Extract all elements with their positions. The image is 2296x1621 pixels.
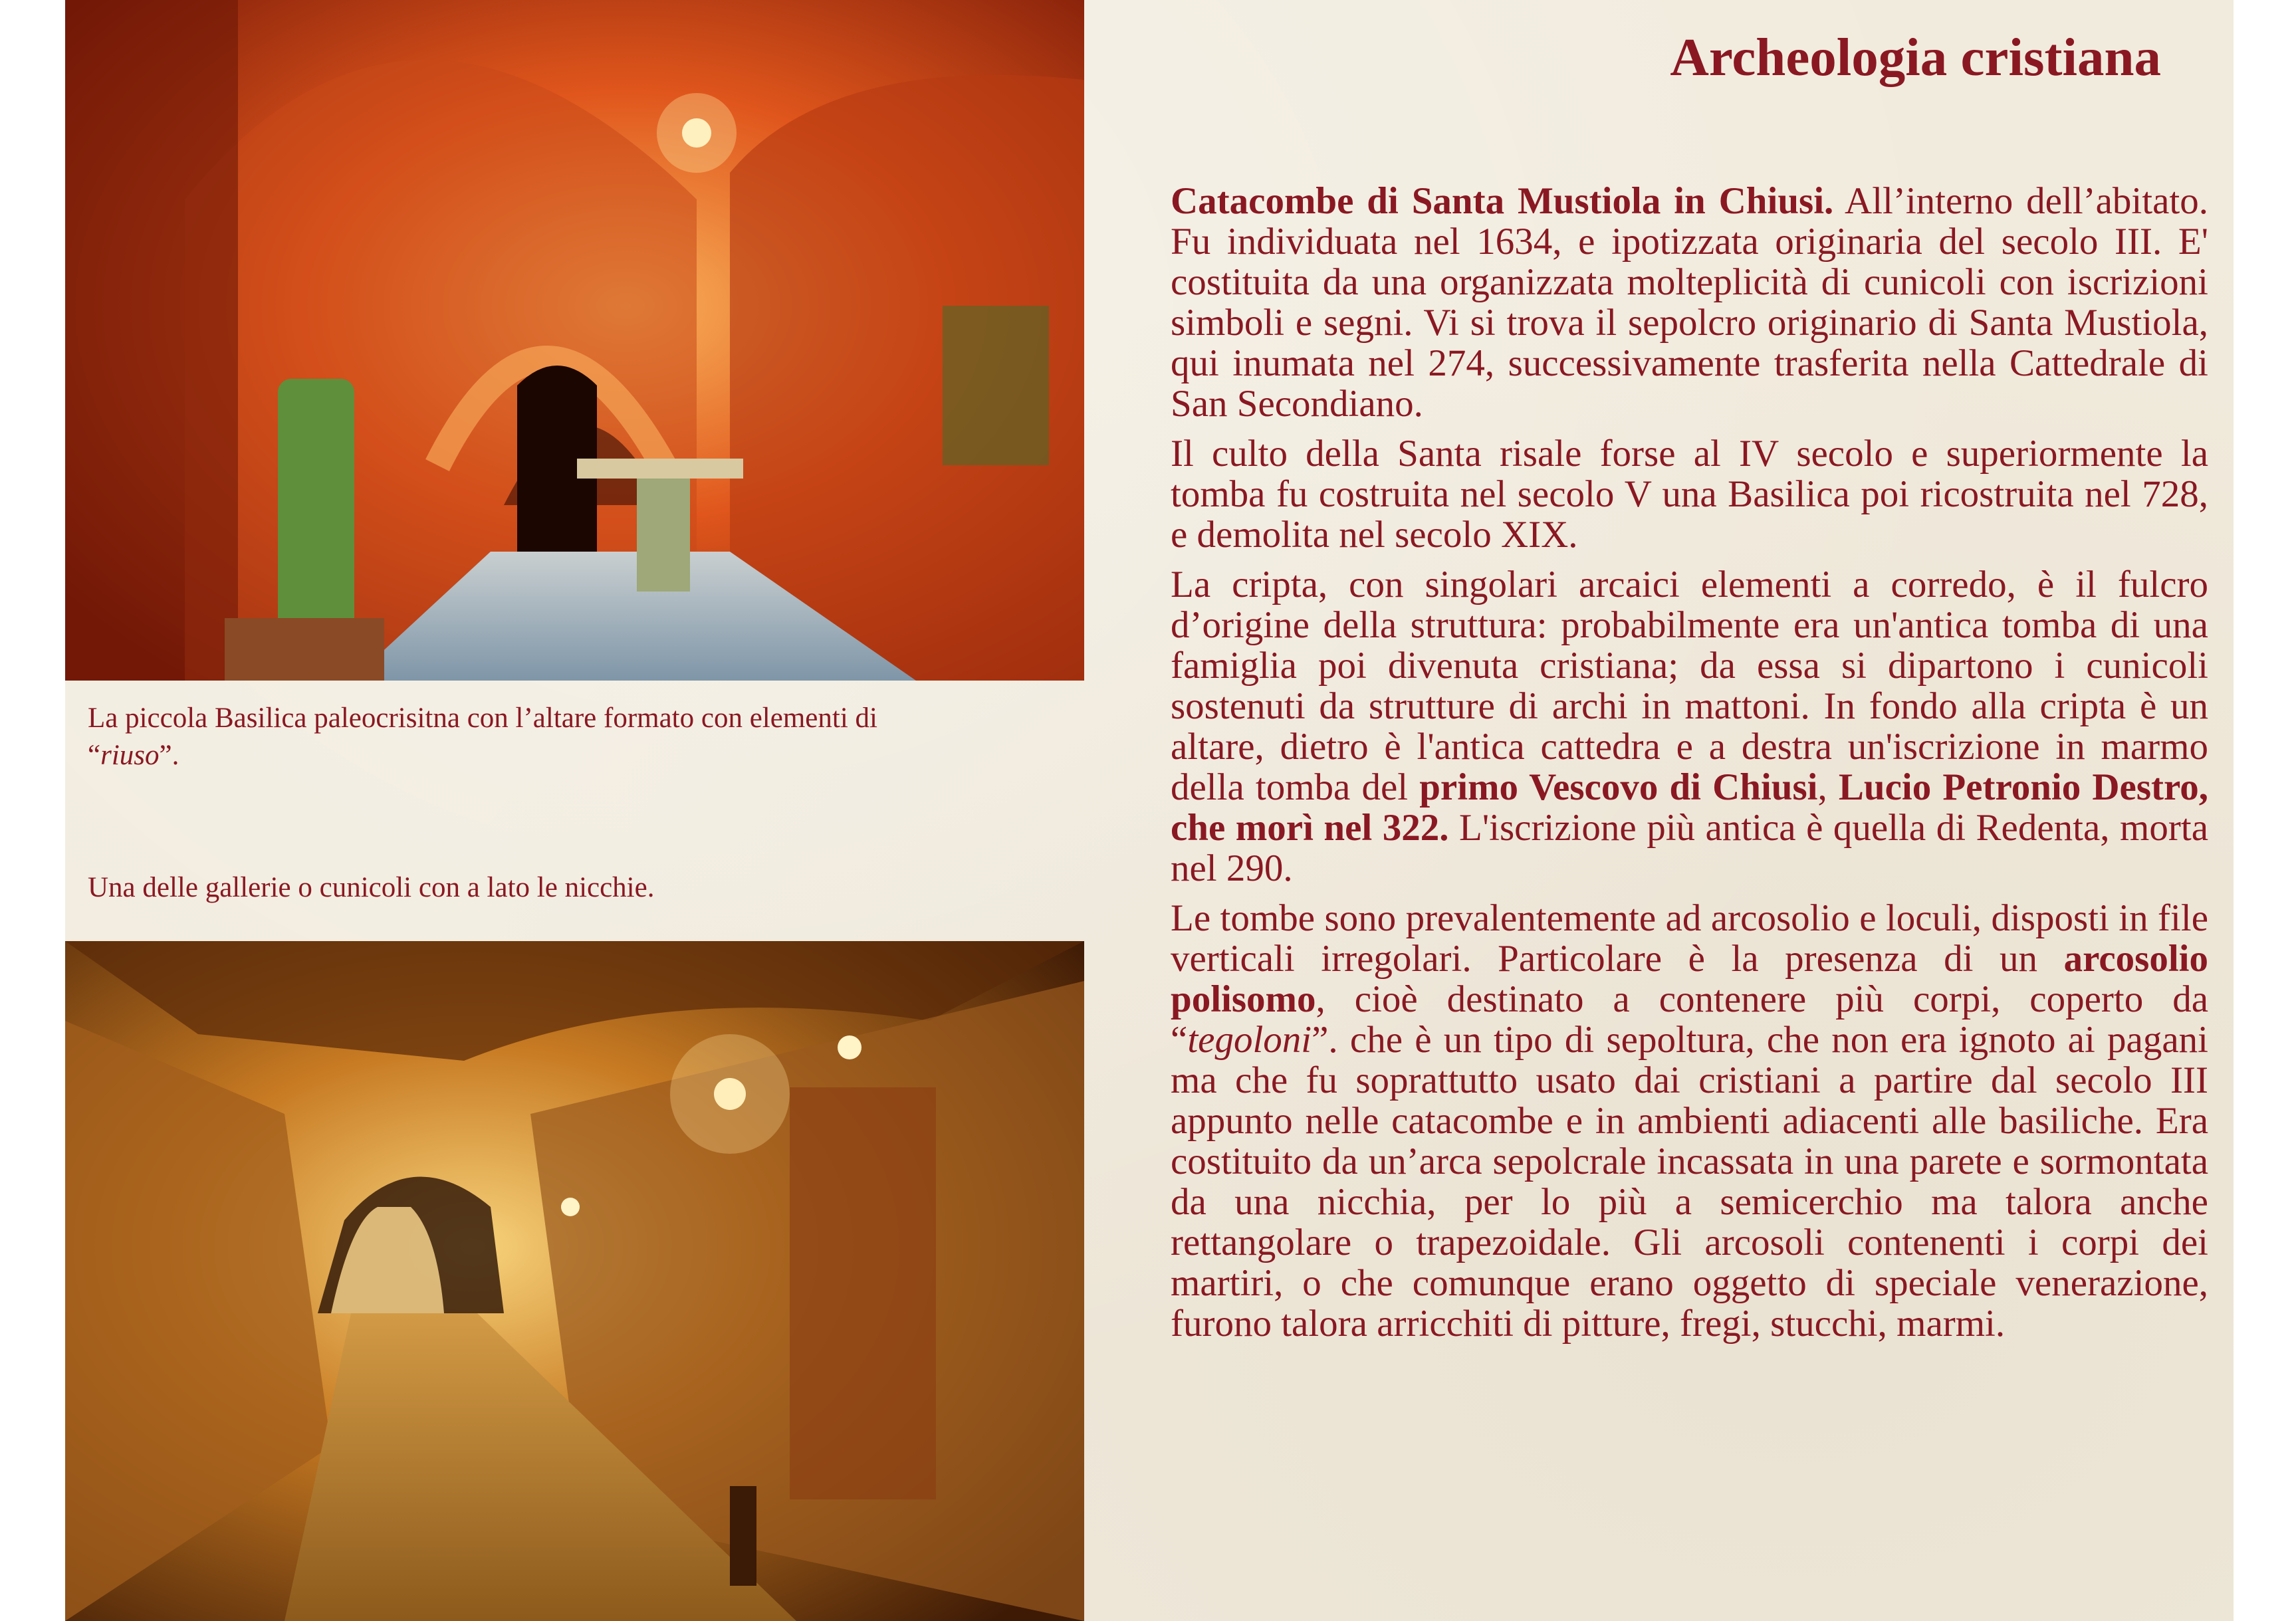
- paragraph-cult: Il culto della Santa risale forse al IV secolo e superiormente la tomba fu costruita nel secolo V una Basilica poi ricostruita nel 728, e demolita nel secolo XIX.: [1171, 433, 2208, 556]
- catacomb-gallery-photo: [65, 941, 1084, 1621]
- caption-gallery: Una delle gallerie o cunicoli con a lato le nicchie.: [88, 872, 655, 903]
- basilica-crypt-photo: [65, 0, 1084, 681]
- caption-basilica: La piccola Basilica paleocrisitna con l’altare formato con elementi di “riuso”.: [88, 702, 877, 771]
- page-title: Archeologia cristiana: [1670, 27, 2161, 87]
- paragraph-tombs: Le tombe sono prevalentemente ad arcosolio e loculi, disposti in file verticali irregolari. Particolare è la presenza di un arcosolio polisomo, cioè destinato a contenere più corpi, coperto da “tegoloni”. che è un tipo di sepoltura, che non era ignoto ai pagani ma che fu soprattutto usato dai cristiani a partire dal secolo III appunto nelle catacombe e in ambienti adiacenti alle basiliche. Era costituito da un’arca sepolcrale incassata in una parete e sormontata da una nicchia, per lo più a semicerchio ma talora anche rettangolare o trapezoidale. Gli arcosoli contenenti i corpi dei martiri, o che comunque erano oggetto di speciale venerazione, furono talora arricchiti di pitture, fregi, stucchi, marmi.: [1171, 897, 2208, 1345]
- paragraph-crypt: La cripta, con singolari arcaici elementi a corredo, è il fulcro d’origine della struttura: probabilmente era un'antica tomba di una famiglia poi divenuta cristiana; da essa si dipartono i cunicoli sostenuti da strutture di archi in mattoni. In fondo alla cripta è un altare, dietro è l'antica cattedra e a destra un'iscrizione in marmo della tomba del primo Vescovo di Chiusi, Lucio Petronio Destro, che morì nel 322. L'iscrizione più antica è quella di Redenta, morta nel 290.: [1171, 564, 2208, 889]
- paragraph-catacombs: Catacombe di Santa Mustiola in Chiusi. All’interno dell’abitato. Fu individuata nel 1634, e ipotizzata originaria del secolo III. E' costituita da una organizzata molteplicità di cunicoli con iscrizioni simboli e segni. Vi si trova il sepolcro originario di Santa Mustiola, qui inumata nel 274, successivamente trasferita nella Cattedrale di San Secondiano.: [1171, 180, 2208, 425]
- article-body: [1171, 181, 2208, 1353]
